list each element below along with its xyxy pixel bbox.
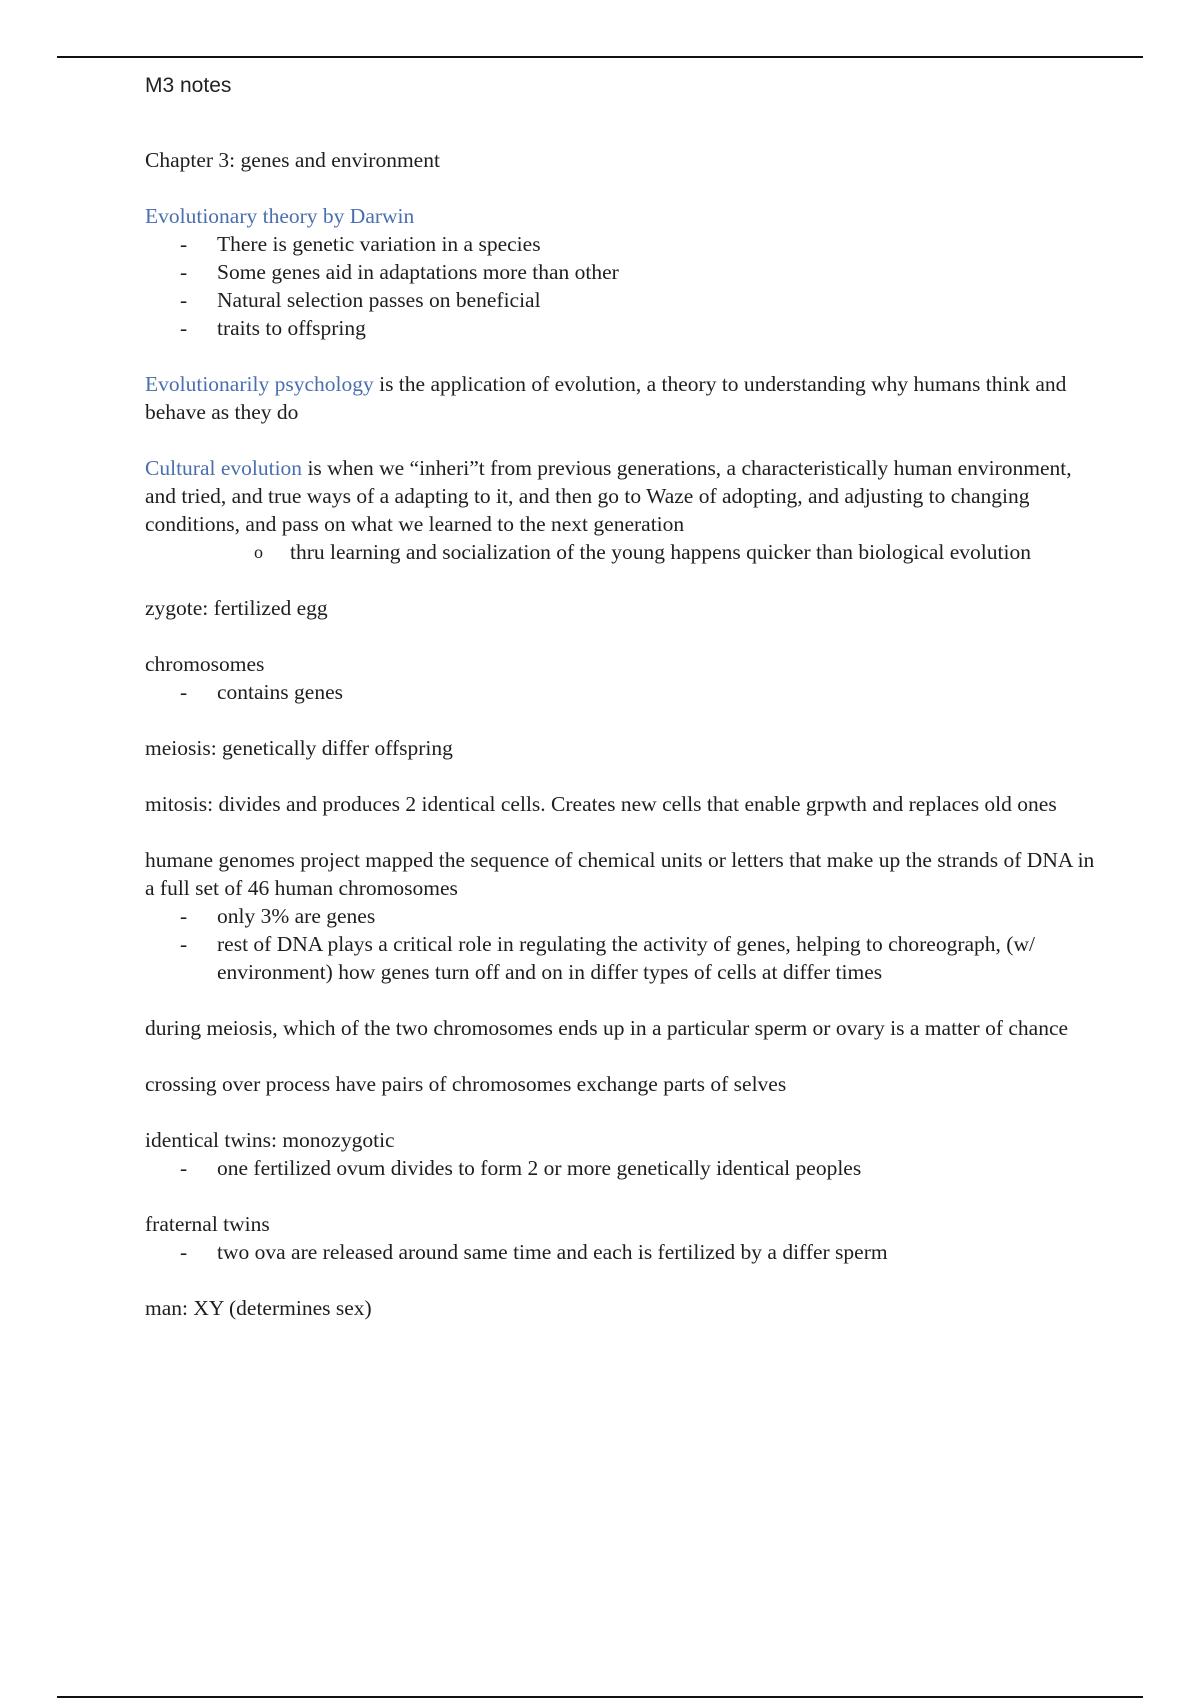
darwin-list — [145, 230, 1095, 342]
meiosis-line: meiosis: genetically differ offspring — [145, 736, 453, 760]
during-meiosis-paragraph: during meiosis, which of the two chromosomes ends up in a particular sperm or ovary is a matter of chance — [145, 1016, 1069, 1040]
darwin-heading: Evolutionary theory by Darwin — [145, 204, 415, 228]
list-item: - traits to offspring — [217, 314, 1095, 342]
list-item: - There is genetic variation in a species — [217, 230, 1095, 258]
list-item: - Some genes aid in adaptations more than other — [217, 258, 1095, 286]
cultural-sublist — [145, 538, 1095, 566]
zygote-line: zygote: fertilized egg — [145, 596, 328, 620]
list-item: - one fertilized ovum divides to form 2 or more genetically identical peoples — [217, 1154, 1095, 1182]
chapter-heading: Chapter 3: genes and environment — [145, 148, 440, 172]
fraternal-twins-list — [145, 1238, 1095, 1266]
chromosomes-list — [145, 678, 1095, 706]
bottom-rule — [57, 1696, 1143, 1698]
man-line: man: XY (determines sex) — [145, 1296, 372, 1320]
chromosomes-label: chromosomes — [145, 652, 265, 676]
list-item: - contains genes — [217, 678, 1095, 706]
mitosis-paragraph: mitosis: divides and produces 2 identical cells. Creates new cells that enable grpwth and replaces old ones — [145, 792, 1057, 816]
fraternal-twins-label: fraternal twins — [145, 1212, 270, 1236]
identical-twins-label: identical twins: monozygotic — [145, 1128, 395, 1152]
cultural-evolution-paragraph — [145, 454, 1095, 538]
cultural-evolution-term: Cultural evolution — [145, 456, 303, 480]
top-rule — [57, 56, 1143, 58]
crossing-over-line: crossing over process have pairs of chromosomes exchange parts of selves — [145, 1072, 787, 1096]
evo-psych-term: Evolutionarily psychology — [145, 372, 374, 396]
identical-twins-list — [145, 1154, 1095, 1182]
list-item: o thru learning and socialization of the young happens quicker than biological evolution — [290, 538, 1095, 566]
evo-psych-text: is the application of evolution, a theory to understanding why humans think and behave as they do — [145, 372, 1067, 424]
genome-list — [145, 902, 1095, 986]
evo-psych-paragraph — [145, 370, 1095, 426]
page-header-title: M3 notes — [145, 74, 232, 97]
list-item: - rest of DNA plays a critical role in regulating the activity of genes, helping to choreograph, (w/ environment) how genes turn off and on in differ types of cells at differ times — [217, 930, 1095, 986]
genome-paragraph: humane genomes project mapped the sequence of chemical units or letters that make up the strands of DNA in a full set of 46 human chromosomes — [145, 848, 1095, 900]
document-body — [145, 146, 1095, 1322]
list-item: - Natural selection passes on beneficial — [217, 286, 1095, 314]
list-item: - only 3% are genes — [217, 902, 1095, 930]
list-item: - two ova are released around same time and each is fertilized by a differ sperm — [217, 1238, 1095, 1266]
cultural-evolution-text: is when we “inheri”t from previous generations, a characteristically human environment, and tried, and true ways of a adapting to it, and then go to Waze of adopting, and adjusting to changing conditions, and pass on what we learned to the next generation — [145, 456, 1072, 536]
